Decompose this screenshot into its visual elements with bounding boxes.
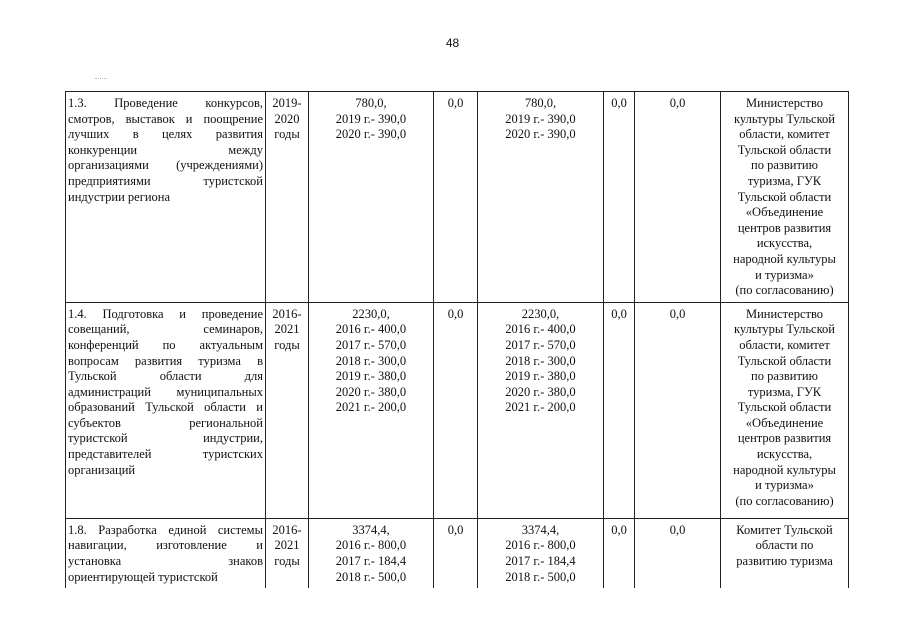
executor-line: Комитет Тульской (736, 522, 833, 537)
extrabudgetary-cell (635, 518, 721, 588)
executor-line: по развитию (751, 158, 818, 173)
table-body (66, 92, 849, 589)
extrabudgetary-cell (635, 302, 721, 518)
executor-cell (721, 302, 849, 518)
description-line: ориентирующей туристской (68, 569, 218, 584)
municipal-value: 0,0 (611, 306, 627, 321)
regional-line: 2019 г.- 380,0 (505, 369, 576, 384)
executor-line: искусства, (756, 447, 813, 462)
period-line: 2021 (274, 322, 300, 337)
description-line: образований Тульской области и (68, 400, 263, 415)
executor-line: области, комитет (739, 127, 830, 142)
executor-line: Тульской области (737, 353, 832, 368)
description-line: лучших в целях развития (68, 127, 263, 142)
activity-description-cell (66, 92, 266, 303)
regional-line: 2018 г.- 300,0 (505, 353, 576, 368)
total-line: 2230,0, (352, 306, 390, 321)
total-line: 2021 г.- 200,0 (335, 400, 407, 415)
extra-value: 0,0 (669, 522, 686, 537)
description-line: администраций муниципальных (68, 384, 263, 399)
total-line: 780,0, (355, 96, 387, 110)
extrabudgetary-cell (635, 92, 721, 303)
executor-line: народной культуры (733, 462, 836, 477)
description-line: организациями (учреждениями) (68, 158, 263, 173)
description-line: субъектов региональной (68, 415, 263, 430)
total-line: 3374,4, (352, 522, 390, 537)
description-line: совещаний, семинаров, (68, 322, 263, 337)
executor-line: туризма, ГУК (747, 173, 822, 188)
federal-value: 0,0 (447, 522, 464, 537)
regional-line: 780,0, (524, 96, 557, 110)
municipal-budget-cell (604, 302, 635, 518)
total-line: 2020 г.- 380,0 (335, 384, 407, 399)
federal-budget-cell (434, 92, 478, 303)
regional-line: 2017 г.- 570,0 (505, 337, 576, 352)
description-line: конкуренции между (68, 142, 263, 157)
executor-cell (721, 518, 849, 588)
period-line: 2016- (272, 522, 302, 537)
total-line: 2016 г.- 400,0 (335, 322, 407, 337)
period-line: годы (274, 337, 300, 352)
regional-line: 2021 г.- 200,0 (505, 400, 576, 415)
regional-line: 2020 г.- 390,0 (505, 127, 576, 142)
regional-budget-cell (478, 302, 604, 518)
description-line: организаций (68, 462, 136, 477)
description-line: индустрии региона (68, 189, 171, 204)
regional-line: 2018 г.- 500,0 (505, 569, 576, 584)
regional-budget-cell (478, 92, 604, 303)
executor-line: и туризма» (755, 478, 814, 493)
executor-line: (по согласованию) (735, 493, 834, 508)
executor-line: по развитию (751, 369, 818, 384)
description-line: 1.4. Подготовка и проведение (68, 306, 263, 321)
period-cell (266, 302, 309, 518)
executor-line: искусства, (756, 236, 813, 251)
period-cell (266, 518, 309, 588)
period-line: 2019- (272, 96, 302, 110)
executor-line: культуры Тульской (734, 322, 835, 337)
executor-line: и туризма» (755, 267, 814, 282)
executor-line: развитию туризма (736, 553, 833, 568)
executor-line: Тульской области (737, 142, 832, 157)
executor-line: центров развития (737, 431, 832, 446)
federal-budget-cell (434, 302, 478, 518)
executor-line: Министерство (745, 306, 824, 321)
period-line: 2021 (274, 538, 300, 553)
total-line: 2018 г.- 300,0 (335, 353, 407, 368)
total-line: 2020 г.- 390,0 (335, 127, 407, 142)
extra-value: 0,0 (669, 96, 686, 110)
executor-line: центров развития (737, 220, 832, 235)
executor-line: культуры Тульской (734, 111, 835, 126)
description-line: представителей туристских (68, 447, 263, 462)
municipal-budget-cell (604, 518, 635, 588)
activity-description-cell (66, 518, 266, 588)
regional-line: 2016 г.- 400,0 (505, 322, 576, 337)
description-line: 1.3. Проведение конкурсов, (68, 96, 263, 110)
description-line: вопросам развития туризма в (68, 353, 263, 368)
regional-budget-cell (478, 518, 604, 588)
page-number: 48 (445, 36, 460, 50)
federal-value: 0,0 (447, 306, 464, 321)
executor-line: области по (755, 538, 814, 553)
federal-budget-cell (434, 518, 478, 588)
description-line: смотров, выставок и поощрение (68, 111, 263, 126)
total-line: 2017 г.- 184,4 (335, 553, 407, 568)
regional-line: 2016 г.- 800,0 (505, 538, 576, 553)
period-line: 2016- (272, 306, 302, 321)
table-row (66, 518, 849, 588)
description-line: 1.8. Разработка единой системы (68, 522, 263, 537)
activity-description-cell (66, 302, 266, 518)
regional-line: 2230,0, (521, 306, 560, 321)
total-line: 2019 г.- 380,0 (335, 369, 407, 384)
total-line: 2019 г.- 390,0 (335, 111, 407, 126)
municipal-budget-cell (604, 92, 635, 303)
total-line: 2017 г.- 570,0 (335, 337, 407, 352)
total-funding-cell (309, 518, 434, 588)
period-line: годы (274, 553, 300, 568)
total-line: 2016 г.- 800,0 (335, 538, 407, 553)
municipal-value: 0,0 (611, 522, 627, 537)
executor-line: народной культуры (733, 251, 836, 266)
total-funding-cell (309, 302, 434, 518)
executor-line: «Объединение (745, 205, 824, 220)
executor-line: «Объединение (745, 415, 824, 430)
executor-line: Министерство (745, 96, 824, 110)
executor-line: (по согласованию) (735, 283, 834, 298)
scan-mark (95, 78, 107, 80)
description-line: установка знаков (68, 553, 263, 568)
executor-line: туризма, ГУК (747, 384, 822, 399)
table-row (66, 92, 849, 303)
description-line: конференций по актуальным (68, 337, 263, 352)
municipal-value: 0,0 (611, 96, 627, 110)
regional-line: 2017 г.- 184,4 (505, 553, 576, 568)
period-cell (266, 92, 309, 303)
executor-line: области, комитет (739, 337, 830, 352)
regional-line: 2020 г.- 380,0 (505, 384, 576, 399)
extra-value: 0,0 (669, 306, 686, 321)
budget-table (65, 91, 849, 588)
federal-value: 0,0 (447, 96, 464, 110)
description-line: Тульской области для (68, 369, 263, 384)
description-line: предприятиями туристской (68, 173, 263, 188)
total-line: 2018 г.- 500,0 (335, 569, 407, 584)
regional-line: 2019 г.- 390,0 (505, 111, 576, 126)
period-line: 2020 (274, 111, 300, 126)
executor-cell (721, 92, 849, 303)
regional-line: 3374,4, (521, 522, 560, 537)
description-line: навигации, изготовление и (68, 538, 263, 553)
description-line: туристской индустрии, (68, 431, 263, 446)
executor-line: Тульской области (737, 400, 832, 415)
table-row (66, 302, 849, 518)
period-line: годы (274, 127, 300, 142)
executor-line: Тульской области (737, 189, 832, 204)
total-funding-cell (309, 92, 434, 303)
